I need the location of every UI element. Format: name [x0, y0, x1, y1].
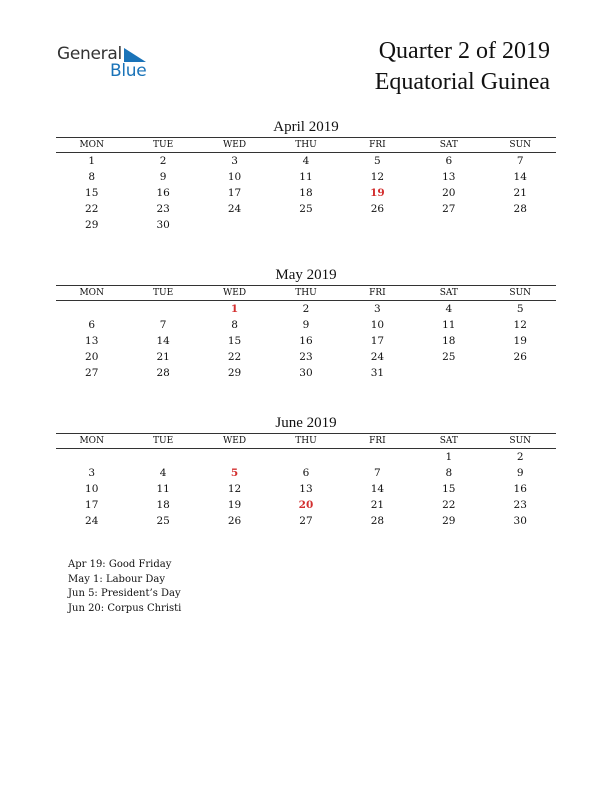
day-cell — [413, 365, 484, 381]
day-cell: 10 — [227, 171, 242, 183]
day-cell: 24 — [370, 351, 385, 363]
week-row — [56, 513, 556, 529]
weekday-label: SAT — [439, 288, 458, 298]
month-calendar — [56, 265, 556, 381]
day-cell: 7 — [516, 155, 524, 167]
day-cell — [56, 449, 127, 465]
day-cell: 28 — [370, 515, 385, 527]
day-cell — [270, 449, 341, 465]
day-cell: 7 — [374, 467, 381, 479]
day-cell: 13 — [442, 171, 456, 183]
day-cell: 19 — [227, 499, 242, 511]
day-cell: 2 — [516, 451, 524, 463]
page-title — [375, 36, 550, 98]
day-cell: 30 — [513, 515, 527, 527]
day-cell — [56, 301, 127, 317]
holiday-note: Apr 19: Good Friday — [68, 559, 172, 570]
day-cell: 15 — [227, 335, 242, 347]
week-row — [56, 185, 556, 201]
day-cell: 14 — [156, 335, 170, 347]
day-cell: 14 — [513, 171, 527, 183]
day-cell: 23 — [156, 203, 170, 215]
title-quarter: Quarter 2 of 2019 — [378, 38, 550, 64]
week-row — [56, 365, 556, 381]
day-cell: 16 — [299, 335, 313, 347]
logo-word-blue: Blue — [110, 61, 147, 81]
weekday-label: SUN — [509, 436, 532, 446]
weekday-label: SUN — [509, 288, 532, 298]
holiday-note: Jun 20: Corpus Christi — [68, 602, 182, 614]
day-cell: 11 — [299, 171, 313, 183]
day-cell: 15 — [85, 187, 99, 199]
day-cell: 26 — [513, 351, 527, 363]
weekday-label: WED — [223, 140, 247, 150]
day-cell: 9 — [159, 171, 167, 183]
day-cell: 1 — [445, 451, 453, 463]
holiday-day-cell: 1 — [230, 303, 239, 315]
day-cell: 31 — [370, 367, 385, 379]
day-cell: 4 — [445, 303, 453, 315]
weekday-label: MON — [79, 288, 104, 298]
day-cell: 30 — [156, 219, 170, 231]
day-cell: 29 — [227, 367, 242, 379]
day-cell: 27 — [85, 367, 99, 379]
day-cell: 17 — [227, 187, 242, 199]
logo-word-general: General — [57, 44, 122, 64]
day-cell: 20 — [442, 187, 456, 199]
day-cell: 6 — [88, 319, 96, 331]
day-cell: 23 — [299, 351, 313, 363]
day-cell: 12 — [370, 171, 385, 183]
week-row — [56, 301, 556, 317]
day-cell: 8 — [88, 171, 96, 183]
day-cell — [485, 217, 556, 233]
day-cell: 8 — [231, 319, 238, 331]
day-cell: 16 — [156, 187, 170, 199]
day-cell: 26 — [370, 203, 385, 215]
week-row — [56, 449, 556, 465]
day-cell: 25 — [299, 203, 313, 215]
day-cell — [127, 449, 198, 465]
day-cell: 29 — [442, 515, 456, 527]
week-row — [56, 169, 556, 185]
day-cell: 7 — [159, 319, 167, 331]
holiday-day-cell: 20 — [298, 499, 314, 511]
week-row — [56, 333, 556, 349]
day-cell: 15 — [442, 483, 456, 495]
weekday-label: SAT — [439, 140, 458, 150]
day-cell: 5 — [374, 155, 381, 167]
day-cell: 12 — [227, 483, 242, 495]
day-cell — [413, 217, 484, 233]
day-cell: 3 — [231, 155, 238, 167]
day-cell: 21 — [156, 351, 170, 363]
title-country: Equatorial Guinea — [374, 69, 550, 95]
day-cell — [485, 365, 556, 381]
holiday-day-cell: 19 — [370, 187, 385, 199]
day-cell: 23 — [513, 499, 527, 511]
day-cell: 17 — [85, 499, 99, 511]
weekday-label: TUE — [153, 436, 174, 446]
day-cell — [199, 217, 270, 233]
day-cell: 13 — [85, 335, 99, 347]
day-cell: 25 — [442, 351, 456, 363]
day-cell: 6 — [302, 467, 310, 479]
day-cell: 16 — [513, 483, 527, 495]
day-cell: 26 — [227, 515, 242, 527]
weekday-label: TUE — [153, 140, 174, 150]
holiday-note: Jun 5: President’s Day — [68, 588, 181, 599]
week-row — [56, 217, 556, 233]
day-cell: 30 — [299, 367, 313, 379]
month-calendar — [56, 117, 556, 233]
month-title: June 2019 — [275, 415, 337, 431]
day-cell: 17 — [370, 335, 385, 347]
weekday-label: MON — [79, 140, 104, 150]
day-cell: 11 — [156, 483, 170, 495]
day-cell: 5 — [516, 303, 524, 315]
day-cell — [127, 301, 198, 317]
day-cell: 28 — [156, 367, 170, 379]
day-cell: 27 — [299, 515, 313, 527]
day-cell: 10 — [370, 319, 385, 331]
day-cell: 24 — [227, 203, 242, 215]
day-cell: 27 — [442, 203, 456, 215]
weekday-label: SAT — [439, 436, 458, 446]
weekday-label: FRI — [369, 288, 386, 298]
day-cell: 24 — [85, 515, 99, 527]
day-cell: 29 — [85, 219, 99, 231]
week-row — [56, 465, 556, 481]
weekday-header — [56, 137, 556, 153]
month-title: May 2019 — [275, 267, 337, 283]
day-cell: 20 — [85, 351, 99, 363]
day-cell: 22 — [227, 351, 242, 363]
day-cell: 6 — [445, 155, 453, 167]
week-row — [56, 153, 556, 169]
day-cell: 3 — [374, 303, 381, 315]
day-cell: 8 — [445, 467, 453, 479]
weekday-header — [56, 285, 556, 301]
day-cell: 9 — [302, 319, 310, 331]
day-cell: 4 — [302, 155, 310, 167]
day-cell: 18 — [442, 335, 456, 347]
month-title: April 2019 — [273, 119, 339, 135]
day-cell — [342, 449, 413, 465]
weekday-label: THU — [295, 288, 317, 298]
day-cell: 9 — [516, 467, 524, 479]
weekday-label: TUE — [153, 288, 174, 298]
weekday-label: SUN — [509, 140, 532, 150]
day-cell: 21 — [370, 499, 385, 511]
day-cell — [199, 449, 270, 465]
weekday-label: WED — [223, 288, 247, 298]
week-row — [56, 349, 556, 365]
day-cell: 22 — [442, 499, 456, 511]
day-cell — [342, 217, 413, 233]
day-cell: 2 — [302, 303, 310, 315]
logo-triangle-icon — [124, 48, 146, 62]
week-row — [56, 497, 556, 513]
weekday-header — [56, 433, 556, 449]
week-row — [56, 317, 556, 333]
holiday-notes — [68, 558, 181, 616]
day-cell: 18 — [299, 187, 313, 199]
day-cell: 19 — [513, 335, 527, 347]
day-cell: 2 — [159, 155, 167, 167]
generalblue-logo — [57, 44, 167, 84]
weekday-label: MON — [79, 436, 104, 446]
day-cell: 13 — [299, 483, 313, 495]
weekday-label: WED — [223, 436, 247, 446]
month-calendar — [56, 413, 556, 529]
day-cell: 18 — [156, 499, 170, 511]
day-cell: 21 — [513, 187, 527, 199]
day-cell: 14 — [370, 483, 385, 495]
day-cell: 4 — [159, 467, 167, 479]
day-cell: 22 — [85, 203, 99, 215]
day-cell: 28 — [513, 203, 527, 215]
day-cell: 12 — [513, 319, 527, 331]
holiday-note: May 1: Labour Day — [68, 573, 165, 585]
day-cell: 3 — [88, 467, 96, 479]
weekday-label: THU — [295, 140, 317, 150]
day-cell: 1 — [88, 155, 96, 167]
week-row — [56, 481, 556, 497]
day-cell: 10 — [85, 483, 99, 495]
day-cell — [270, 217, 341, 233]
weekday-label: THU — [295, 436, 317, 446]
day-cell: 11 — [442, 319, 456, 331]
day-cell: 25 — [156, 515, 170, 527]
weekday-label: FRI — [369, 436, 386, 446]
weekday-label: FRI — [369, 140, 386, 150]
holiday-day-cell: 5 — [230, 467, 239, 479]
week-row — [56, 201, 556, 217]
